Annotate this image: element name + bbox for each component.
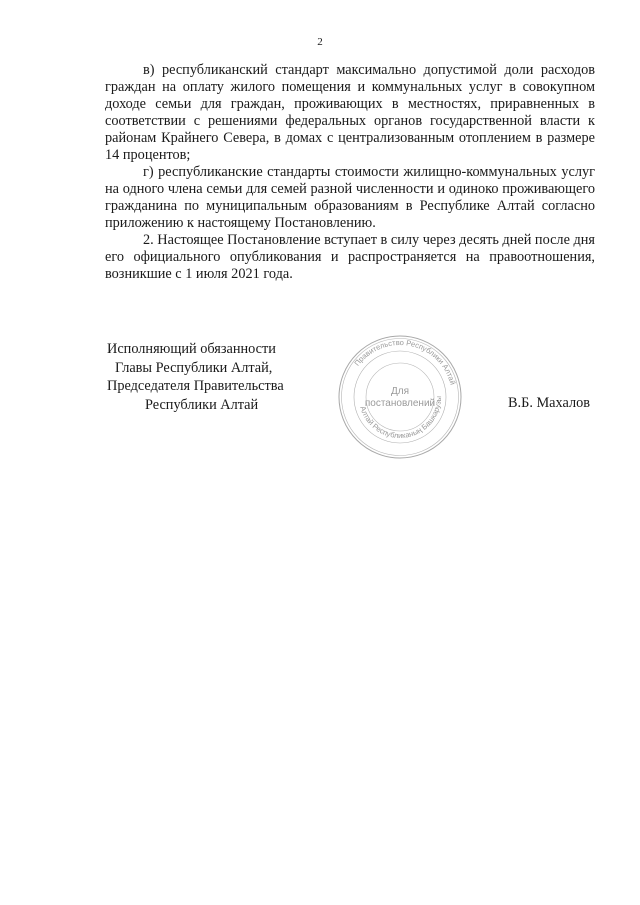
signatory-block [107, 340, 284, 414]
signatory-line-3: Председателя Правительства [107, 378, 284, 394]
signatory-line-4: Республики Алтай [145, 396, 259, 413]
signer-name: В.Б. Махалов [508, 395, 590, 411]
signatory-line-2: Главы Республики Алтай, [115, 359, 273, 376]
seal-inner-text: Алтай Республиканың Башкарузы [358, 395, 444, 441]
seal-center-line-2: постановлений [364, 398, 436, 409]
page-number: 2 [317, 36, 323, 48]
seal-middle-ring [354, 351, 446, 443]
seal-inner-ring [366, 363, 434, 431]
signatory-line-1: Исполняющий обязанности [107, 341, 276, 357]
paragraph-item-v: в) республиканский стандарт максимально допустимой доли расходов граждан на оплату жилого помещения и коммунальных услуг в совокупном доходе семьи для граждан, проживающих в местностях, приравненных в соответствии с решениями федеральных органов государственной власти к районам Крайнего Севера, в домах с централизованным отоплением в размере 14 процентов; [105, 62, 595, 163]
seal-center-line-1: Для [390, 386, 410, 397]
seal-outer-text: Правительство Республики Алтай [352, 337, 458, 386]
document-body [105, 62, 595, 283]
official-seal [337, 334, 463, 460]
paragraph-item-2: 2. Настоящее Постановление вступает в силу через десять дней после дня его официального опубликования и распространяется на правоотношения, возникшие с 1 июля 2021 года. [105, 232, 595, 282]
paragraph-item-g: г) республиканские стандарты стоимости жилищно-коммунальных услуг на одного члена семьи для семей разной численности и одиноко проживающего гражданина по муниципальным образованиям в Республике Алтай согласно приложению к настоящему Постановлению. [105, 164, 595, 231]
